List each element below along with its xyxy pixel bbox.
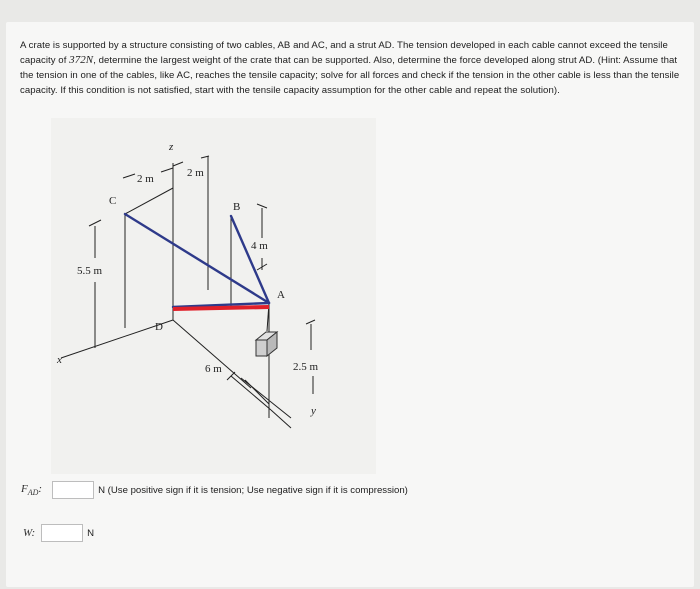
structure-diagram <box>51 118 376 474</box>
dim-6m-label: 6 m <box>205 363 222 375</box>
fad-input[interactable] <box>52 481 94 499</box>
floor-line-end <box>271 410 291 428</box>
dim-2-5m-tick-top <box>306 320 315 324</box>
structure-figure <box>51 118 376 474</box>
floor-line-lower <box>245 380 269 404</box>
dim-2-5m-label: 2.5 m <box>293 361 319 373</box>
fad-answer-row <box>21 481 408 499</box>
dim-2m-right-arrow <box>173 162 183 166</box>
y-axis-line <box>173 320 251 388</box>
dim-4m-label: 4 m <box>251 240 268 252</box>
dim-2m-right-label: 2 m <box>187 167 204 179</box>
crate-icon <box>256 332 277 356</box>
w-unit: N <box>87 527 95 539</box>
point-a-label: A <box>277 289 285 301</box>
strut-ad <box>173 307 269 309</box>
w-label: W: <box>23 527 36 539</box>
x-axis-label: x <box>57 354 62 366</box>
dim-2m-left-arrow-b <box>161 168 173 172</box>
w-answer-row <box>23 524 94 542</box>
y-axis-label: y <box>311 405 316 417</box>
dim-2m-left-arrow <box>123 174 135 178</box>
dim-6m-line <box>231 376 271 410</box>
tensile-capacity-value: 372N <box>69 54 94 66</box>
fad-label: $F_{AD}$: <box>21 482 43 498</box>
w-input[interactable] <box>41 524 83 542</box>
dim-5-5m-label: 5.5 m <box>77 265 103 277</box>
problem-statement: A crate is supported by a structure consisting of two cables, AB and AC, and a strut AD. The tension developed in each cable cannot exceed the tensile capacity of 372N, determine the largest weight of the crate that can be supported. Also, determine the force developed along strut AD. (Hint: Assume that the tension in one of the cables, like AC, reaches the tensile capacity; solve for all forces and check if the tension in the other cable is less than the tensile capacity. If this condition is not satisfied, start with the tensile capacity assumption for the other cable and repeat the solution). <box>20 40 680 96</box>
wall-top-line <box>125 188 173 214</box>
dim-2m-left-label: 2 m <box>137 173 154 185</box>
cable-ac <box>125 214 269 303</box>
point-b-label: B <box>233 201 241 213</box>
dim-4m-tick-top <box>257 204 267 208</box>
fad-unit-note: N (Use positive sign if it is tension; Use negative sign if it is compression) <box>98 484 408 496</box>
point-d-label: D <box>155 321 163 333</box>
dim-5-5m-tick-top <box>89 220 101 226</box>
z-axis-label: z <box>169 141 174 153</box>
point-c-label: C <box>109 195 117 207</box>
